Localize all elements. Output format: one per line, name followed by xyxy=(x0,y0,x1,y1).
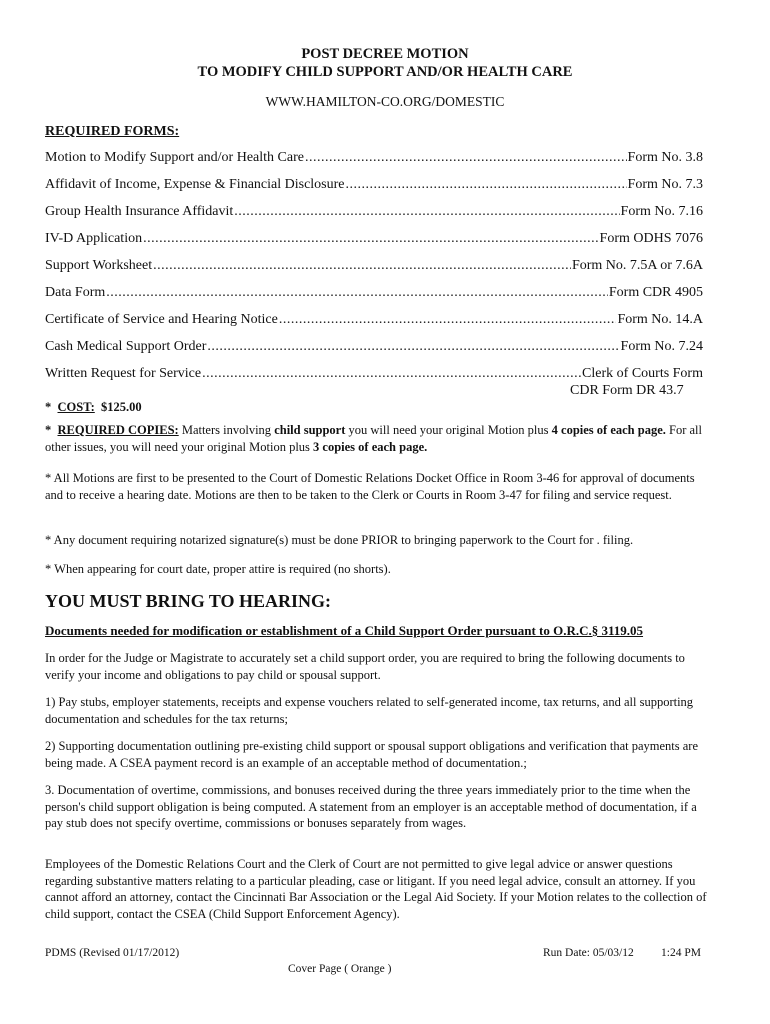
copies-text: For all other issues, you will need your original Motion plus xyxy=(45,423,702,454)
dot-leader xyxy=(153,258,571,274)
form-label: Written Request for Service xyxy=(45,366,202,381)
hearing-item-2: 2) Supporting documentation outlining pre-existing child support or spousal support obligations and verification that payments are being made. A CSEA payment record is an example of an acceptable method of documentation.; xyxy=(45,739,699,770)
dot-leader xyxy=(106,285,608,301)
form-number: Form No. 7.16 xyxy=(620,204,703,219)
form-label: Support Worksheet xyxy=(45,258,153,273)
form-row xyxy=(45,339,703,355)
form-label: Affidavit of Income, Expense & Financial Disclosure xyxy=(45,177,345,192)
hearing-heading: YOU MUST BRING TO HEARING: xyxy=(45,591,332,611)
form-number: Form No. 7.24 xyxy=(620,339,703,354)
hearing-intro: In order for the Judge or Magistrate to accurately set a child support order, you are required to bring the following documents to verify your income and obligations to pay child or spousal support. xyxy=(45,651,685,682)
footer-run-time: 1:24 PM xyxy=(661,947,701,959)
form-number: Form CDR 4905 xyxy=(608,285,703,300)
form-row xyxy=(45,366,703,382)
form-label: IV-D Application xyxy=(45,231,143,246)
form-label: Cash Medical Support Order xyxy=(45,339,207,354)
form-row xyxy=(45,177,703,193)
dot-leader xyxy=(346,177,627,193)
dot-leader xyxy=(143,231,598,247)
hearing-item-3: 3. Documentation of overtime, commissions, and bonuses received during the three years immediately prior to the time when the person's child support obligation is being computed. A statement from an employer is an acceptable method of documentation, if a pay stub does not specify overtime, commissions or bonuses separately from wages. xyxy=(45,783,697,830)
form-row xyxy=(45,204,703,220)
extra-form-number: CDR Form DR 43.7 xyxy=(570,383,684,398)
bullet-star: * xyxy=(45,400,52,414)
dot-leader xyxy=(234,204,619,220)
cost-amount: $125.00 xyxy=(101,400,142,414)
form-row xyxy=(45,285,703,301)
bullet-star: * xyxy=(45,423,52,437)
form-row xyxy=(45,258,703,274)
dot-leader xyxy=(305,150,627,166)
copies-bold: 4 copies of each page. xyxy=(551,423,666,437)
copies-bold: child support xyxy=(274,423,346,437)
form-row xyxy=(45,312,703,328)
footer-revision: PDMS (Revised 01/17/2012) xyxy=(45,947,180,959)
form-number: Form No. 14.A xyxy=(617,312,703,327)
form-label: Group Health Insurance Affidavit xyxy=(45,204,234,219)
website-text: WWW.HAMILTON-CO.ORG/DOMESTIC xyxy=(265,94,505,109)
notarized-note: * Any document requiring notarized signature(s) must be done PRIOR to bringing paperwork to the Court for . filing. xyxy=(45,533,634,547)
copies-text: Matters involving xyxy=(178,423,275,437)
title-line-1: POST DECREE MOTION xyxy=(301,46,469,62)
form-number: Form No. 7.3 xyxy=(627,177,703,192)
form-number: Form No. 7.5A or 7.6A xyxy=(571,258,703,273)
copies-bold: 3 copies of each page. xyxy=(313,439,428,454)
title-line-2: TO MODIFY CHILD SUPPORT AND/OR HEALTH CARE xyxy=(197,64,573,80)
legal-disclaimer: Employees of the Domestic Relations Court and the Clerk of Court are not permitted to give legal advice or answer questions regarding substantive matters relating to a particular pleading, case or litigant. If you need legal advice, consult an attorney. If you cannot afford an attorney, contact the Cincinnati Bar Association or the Legal Aid Society. If your Motion relates to the collection of child support, contact the CSEA (Child Support Enforcement Agency). xyxy=(45,857,707,921)
form-label: Data Form xyxy=(45,285,106,300)
motions-note: * All Motions are first to be presented to the Court of Domestic Relations Docket Office in Room 3-46 for approval of documents and to receive a hearing date. Motions are then to be taken to the Clerk or Courts in Room 3-47 for filing and service request. xyxy=(45,471,695,502)
attire-note: * When appearing for court date, proper attire is required (no shorts). xyxy=(45,562,391,576)
required-copies-note xyxy=(45,422,710,455)
dot-leader xyxy=(202,366,581,382)
form-number: Form ODHS 7076 xyxy=(599,231,703,246)
hearing-item-1: 1) Pay stubs, employer statements, receipts and expense vouchers related to self-generated income, tax returns, and all supporting documentation and schedules for the tax returns; xyxy=(45,695,694,726)
dot-leader xyxy=(279,312,617,328)
footer-run-date: Run Date: 05/03/12 xyxy=(543,947,634,959)
cost-line xyxy=(45,400,142,415)
form-label: Certificate of Service and Hearing Notice xyxy=(45,312,278,327)
copies-label: REQUIRED COPIES: xyxy=(57,423,179,437)
form-number: Clerk of Courts Form xyxy=(582,366,703,381)
cost-label: COST: xyxy=(57,400,95,414)
required-forms-heading: REQUIRED FORMS: xyxy=(45,124,180,139)
form-row xyxy=(45,231,703,247)
footer-cover-page: Cover Page ( Orange ) xyxy=(288,963,392,975)
dot-leader xyxy=(207,339,619,355)
hearing-subheading: Documents needed for modification or establishment of a Child Support Order pursuant to O.R.C.§ 3119.05 xyxy=(45,623,644,638)
form-row xyxy=(45,150,703,166)
form-label: Motion to Modify Support and/or Health Care xyxy=(45,150,304,165)
form-number: Form No. 3.8 xyxy=(627,150,703,165)
copies-text: you will need your original Motion plus xyxy=(345,423,552,437)
